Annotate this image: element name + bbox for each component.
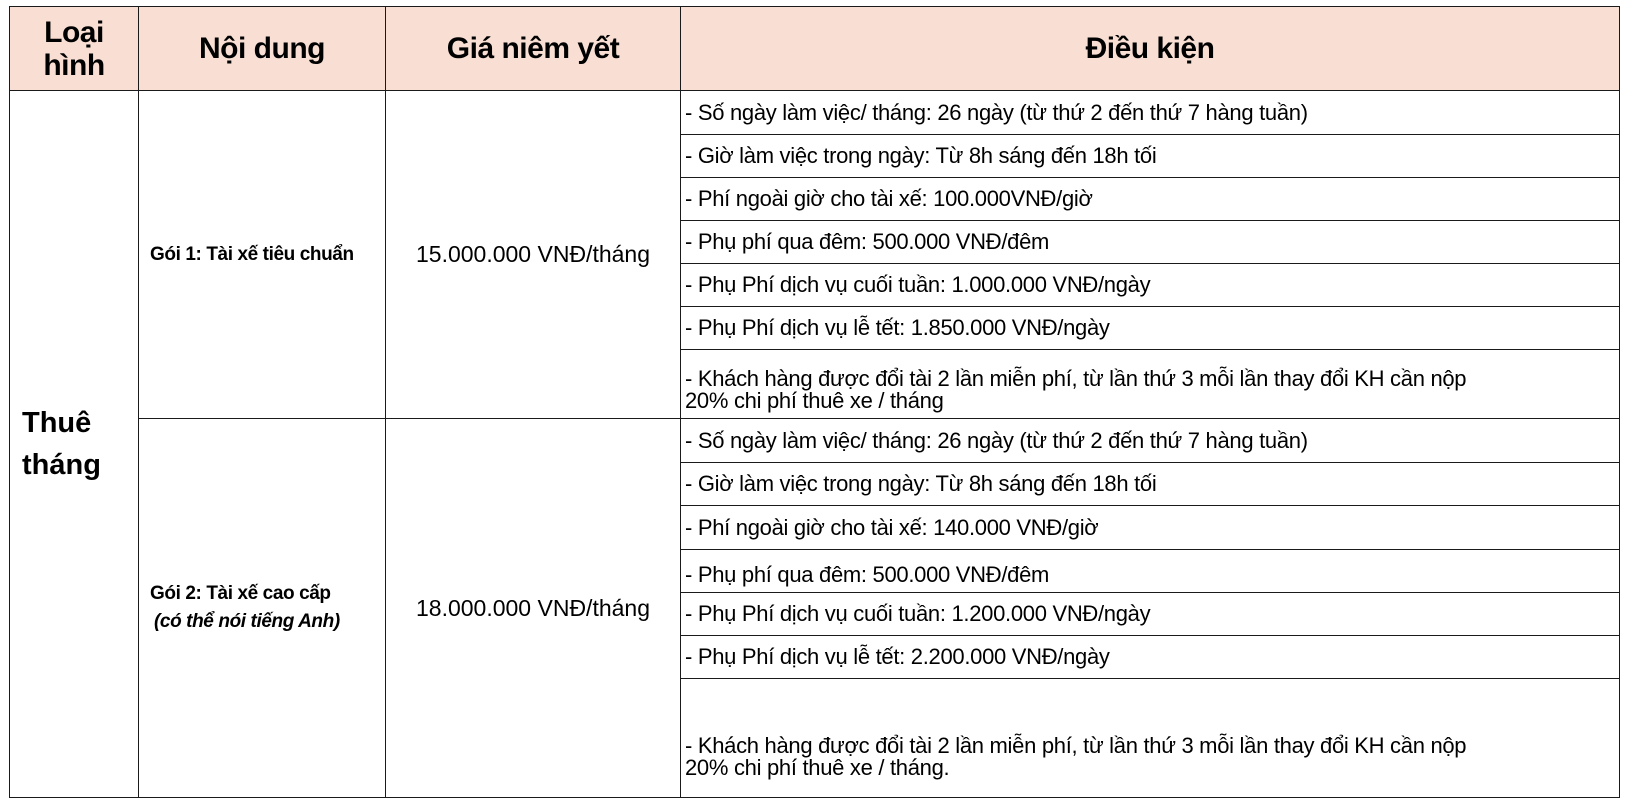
header-conditions-label: Điều kiện <box>1085 32 1215 65</box>
package-2-name-cell <box>138 418 386 798</box>
condition-text: - Giờ làm việc trong ngày: Từ 8h sáng đến 18h tối <box>685 143 1157 168</box>
package-1-price-cell <box>385 90 681 419</box>
package-1-name: Gói 1: Tài xế tiêu chuẩn <box>150 243 354 265</box>
condition-text: - Phụ phí qua đêm: 500.000 VNĐ/đêm <box>685 562 1050 587</box>
condition-text: - Số ngày làm việc/ tháng: 26 ngày (từ thứ 2 đến thứ 7 hàng tuần) <box>685 427 1308 453</box>
condition-text: - Khách hàng được đổi tài 2 lần miễn phí, từ lần thứ 3 mỗi lần thay đổi KH cần nộp 20% chi phí thuê xe / tháng. <box>685 733 1467 780</box>
header-content-label: Nội dung <box>199 32 325 65</box>
package-2-name: Gói 2: Tài xế cao cấp <box>150 583 331 604</box>
pricing-table <box>9 6 1620 798</box>
package-1-condition-row <box>680 90 1620 135</box>
package-1-condition-row <box>680 349 1620 419</box>
package-1-condition-row <box>680 220 1620 264</box>
package-2-price: 18.000.000 VNĐ/tháng <box>415 594 650 621</box>
condition-text: - Phụ Phí dịch vụ cuối tuần: 1.200.000 VNĐ/ngày <box>685 601 1151 626</box>
package-1-condition-row <box>680 177 1620 221</box>
condition-text: - Phụ phí qua đêm: 500.000 VNĐ/đêm <box>685 229 1050 254</box>
package-2-condition-row <box>680 505 1620 550</box>
condition-text: - Số ngày làm việc/ tháng: 26 ngày (từ thứ 2 đến thứ 7 hàng tuần) <box>685 99 1308 125</box>
package-1-price: 15.000.000 VNĐ/tháng <box>415 241 650 267</box>
condition-text: - Phụ Phí dịch vụ lễ tết: 1.850.000 VNĐ/ngày <box>685 315 1110 340</box>
header-type-label: Loại hình <box>43 15 105 82</box>
condition-text: - Giờ làm việc trong ngày: Từ 8h sáng đến 18h tối <box>685 471 1157 496</box>
package-2-price-cell <box>385 418 681 798</box>
header-cell-conditions <box>680 6 1620 91</box>
package-1-condition-row <box>680 134 1620 178</box>
package-2-condition-row <box>680 678 1620 798</box>
header-cell-type <box>9 6 139 91</box>
header-cell-content <box>138 6 386 91</box>
package-2-condition-row <box>680 635 1620 679</box>
package-2-condition-row <box>680 462 1620 506</box>
package-2-subtitle: (có thể nói tiếng Anh) <box>154 611 340 632</box>
rental-type-cell <box>9 90 139 798</box>
package-2-condition-row <box>680 418 1620 463</box>
package-2-condition-row <box>680 592 1620 636</box>
rental-type-label: Thuê tháng <box>22 407 101 481</box>
package-1-condition-row <box>680 263 1620 307</box>
condition-text: - Phí ngoài giờ cho tài xế: 100.000VNĐ/giờ <box>685 186 1093 211</box>
header-cell-price <box>385 6 681 91</box>
header-price-label: Giá niêm yết <box>446 32 620 65</box>
package-1-name-cell <box>138 90 386 419</box>
condition-text: - Phí ngoài giờ cho tài xế: 140.000 VNĐ/giờ <box>685 514 1099 540</box>
condition-text: - Phụ Phí dịch vụ cuối tuần: 1.000.000 VNĐ/ngày <box>685 272 1151 297</box>
package-1-condition-row <box>680 306 1620 350</box>
package-2-condition-row <box>680 549 1620 593</box>
condition-text: - Phụ Phí dịch vụ lễ tết: 2.200.000 VNĐ/ngày <box>685 644 1110 669</box>
condition-text: - Khách hàng được đổi tài 2 lần miễn phí, từ lần thứ 3 mỗi lần thay đổi KH cần nộp 20% chi phí thuê xe / tháng <box>685 366 1467 413</box>
